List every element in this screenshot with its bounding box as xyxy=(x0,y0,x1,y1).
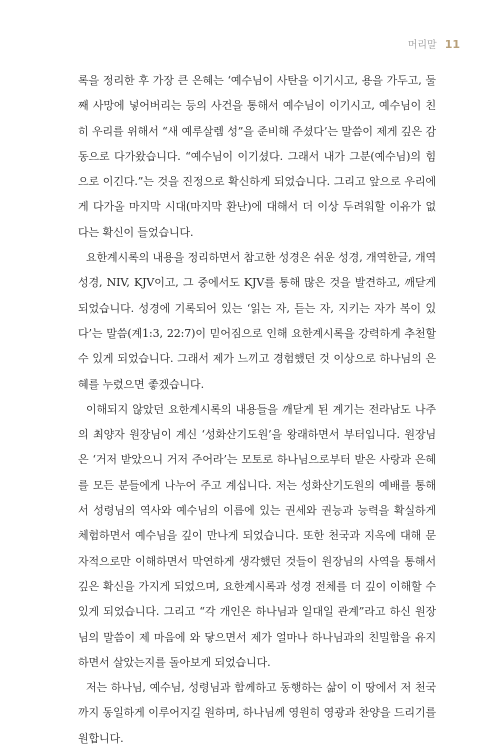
section-title: 머리말 xyxy=(407,40,437,51)
running-header xyxy=(408,36,460,51)
paragraph-2: 요한계시록의 내용을 정리하면서 참고한 성경은 쉬운 성경, 개역한글, 개역성경, NIV, KJV이고, 그 중에서도 KJV를 통해 많은 것을 발견하고, 깨닫게 되었습니다. 성경에 기록되어 있는 ‘읽는 자, 듣는 자, 지키는 자가 복이 있다’는 말씀(계1:3, 22:7)이 믿어짐으로 인해 요한계시록을 강력하게 추천할 수 있게 되었습니다. 그래서 제가 느끼고 경험했던 것 이상으로 하나님의 은혜를 누렸으면 좋겠습니다. xyxy=(78,251,436,391)
page-number: 11 xyxy=(444,38,460,51)
body-text xyxy=(78,68,436,751)
paragraph-1: 록을 정리한 후 가장 큰 은혜는 ‘예수님이 사탄을 이기시고, 용을 가두고, 둘째 사망에 넣어버리는 등의 사건을 통해서 예수님이 이기시고, 예수님이 친히 우리를 위해서 “새 예루살렘 성”을 준비해 주셨다’는 말씀이 제게 깊은 감동으로 다가왔습니다. “예수님이 이기셨다. 그래서 내가 그분(예수님)의 힘으로 이긴다.”는 것을 진정으로 확신하게 되었습니다. 그리고 앞으로 우리에게 다가올 마지막 시대(마지막 환난)에 대해서 더 이상 두려워할 이유가 없다는 확신이 들었습니다. xyxy=(78,74,436,239)
paragraph-4: 저는 하나님, 예수님, 성령님과 함께하고 동행하는 삶이 이 땅에서 저 천국까지 동일하게 이루어지길 원하며, 하나님께 영원히 영광과 찬양을 드리기를 원합니다. xyxy=(78,681,436,745)
paragraph-3: 이해되지 않았던 요한계시록의 내용들을 깨닫게 된 계기는 전라남도 나주의 최양자 원장님이 계신 ‘성화산기도원’을 왕래하면서 부터입니다. 원장님은 ‘거저 받았으니 거저 주어라’는 모토로 하나님으로부터 받은 사랑과 은혜를 모든 분들에게 나누어 주고 계십니다. 저는 성화산기도원의 예배를 통해서 성령님의 역사와 예수님의 이름에 있는 권세와 권능과 능력을 확실하게 체험하면서 예수님을 깊이 만나게 되었습니다. 또한 천국과 지옥에 대해 문자적으로만 이해하면서 막연하게 생각했던 것들이 원장님의 사역을 통해서 깊은 확신을 가지게 되었으며, 요한계시록과 성경 전체를 더 깊이 이해할 수 있게 되었습니다. 그리고 “각 개인은 하나님과 일대일 관계”라고 하신 원장님의 말씀이 제 마음에 와 닿으면서 제가 얼마나 하나님과의 친밀함을 유지하면서 살았는지를 돌아보게 되었습니다. xyxy=(78,402,436,669)
